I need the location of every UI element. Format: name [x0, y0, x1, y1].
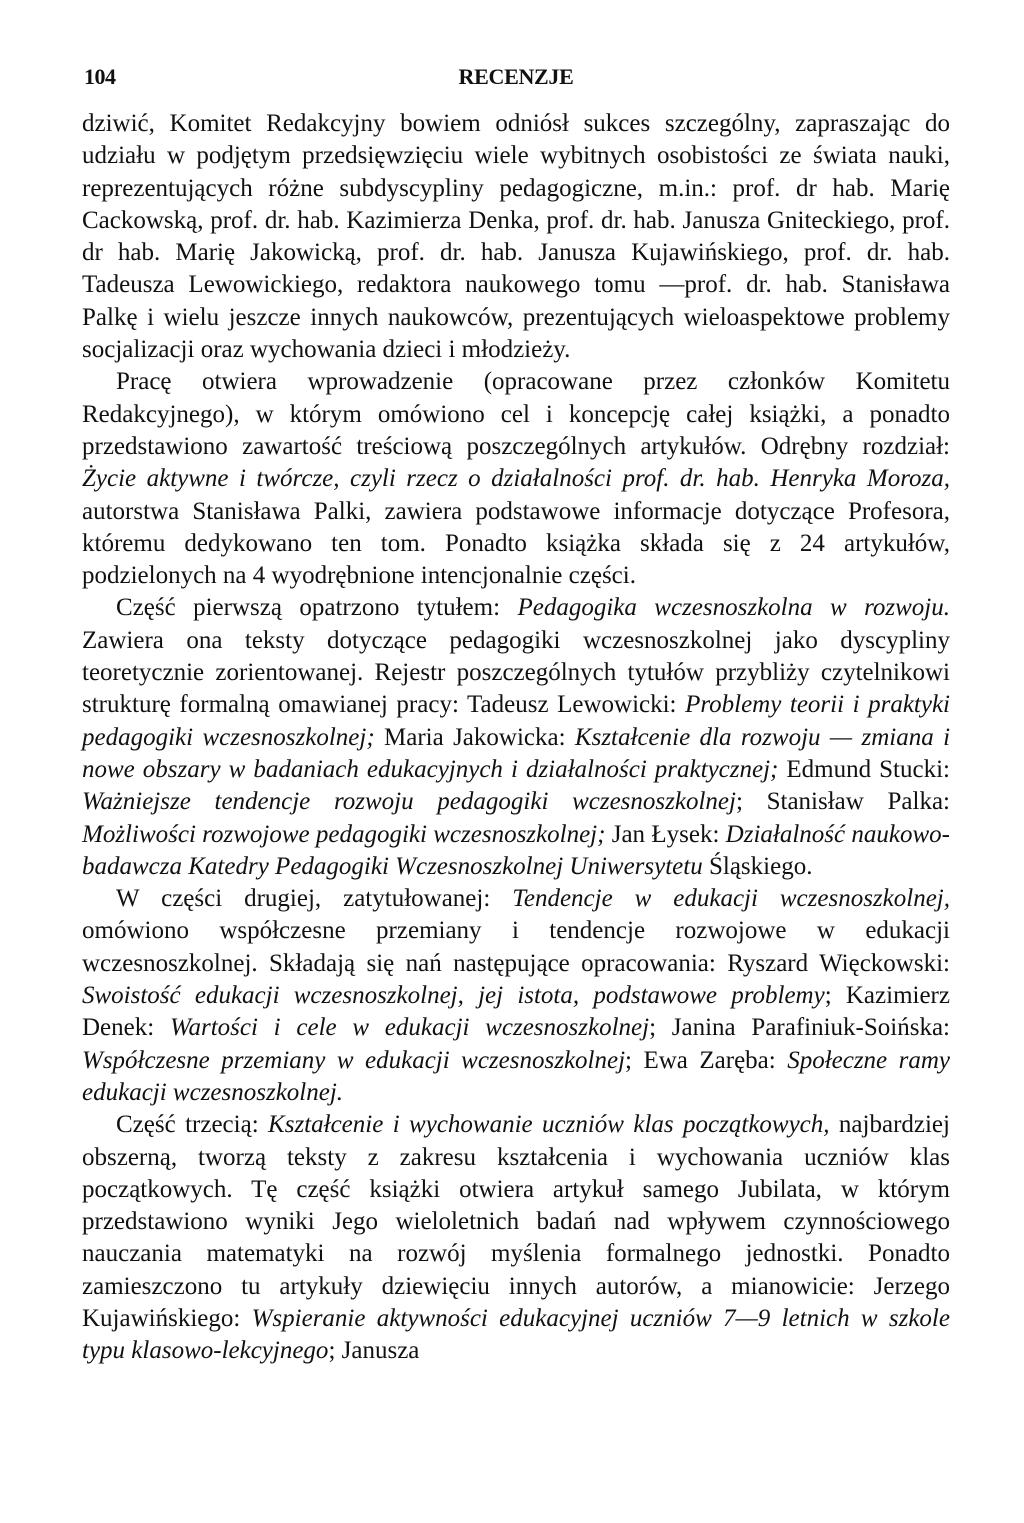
body-text-run: Edmund Stucki: [778, 755, 950, 783]
body-text-run: dziwić, Komitet Redakcyjny bowiem odniósł sukces szczególny, zapraszając do udziału w podjętym przedsięwzięciu wiele wybitnych osobistości ze świata nauki, reprezentujących różne subdyscypliny pedagogiczne, m.in.: prof. dr hab. Marię Cackowską, prof. dr. hab. Kazimierza Denka, prof. dr. hab. Janusza Gniteckiego, prof. dr hab. Marię Jakowicką, prof. dr. hab. Janusza Kujawińskiego, prof. dr. hab. Tadeusza Lewowickiego, redaktora naukowego tomu —prof. dr. hab. Stanisława Palkę i wielu jeszcze innych naukowców, prezentujących wieloaspektowe problemy socjalizacji oraz wychowania dzieci i młodzieży. [82, 110, 950, 364]
body-text-run: Śląskiego. [702, 852, 813, 880]
body-text-run: ; Ewa Zaręba: [625, 1046, 788, 1074]
italic-title-text: Problemy teorii i praktyki pedagogiki wczesnoszkolnej; [82, 691, 950, 751]
italic-title-text: Społeczne ramy edukacji wczesnoszkolnej. [82, 1046, 951, 1106]
italic-title-text: Kształcenie dla rozwoju — zmiana i nowe obszary w badaniach edukacyjnych i działalności praktycznej; [82, 723, 951, 783]
page-number: 104 [84, 64, 116, 89]
italic-title-text: Wspieranie aktywności edukacyjnej uczniów 7—9 letnich w szkole typu klasowo-lekcyjnego [82, 1304, 950, 1365]
body-text-run: ; Kazimierz Denek: [82, 982, 950, 1042]
body-text-run: omówiono współczesne przemiany i tendencje rozwojowe w edukacji wczesnoszkolnej. Składają się nań następujące opracowania: Ryszard Więckowski: [82, 917, 950, 977]
body-text-run: Część trzecią: [116, 1111, 269, 1139]
italic-title-text: Swoistość edukacji wczesnoszkolnej, jej istota, podstawowe problemy [82, 982, 825, 1010]
body-text-run: Pracę otwiera wprowadzenie (opracowane przez członków Komitetu Redakcyjnego), w którym omówiono cel i koncepcję całej książki, a ponadto przedstawiono zawartość treściową poszczególnych artykułów. Odrębny rozdział: [82, 368, 950, 460]
body-text-run: ; Janusza [328, 1337, 420, 1365]
running-head [82, 62, 950, 98]
italic-title-text: Wartości i cele w edukacji wczesnoszkolnej [169, 1014, 650, 1042]
body-text-run: autorstwa Stanisława Palki, zawiera podstawowe informacje dotyczące Profesora, któremu dedykowano ten tom. Ponadto książka składa się z 24 artykułów, podzielonych na 4 wyodrębnione intencjonalnie części. [82, 497, 950, 590]
paragraph [82, 883, 950, 1109]
body-text-run: W części drugiej, zatytułowanej: [116, 885, 513, 913]
body-text-run: najbardziej obszerną, tworzą teksty z zakresu kształcenia i wychowania uczniów klas początkowych. Tę część książki otwiera artykuł samego Jubilata, w którym przedstawiono wyniki Jego wieloletnich badań nad wpływem czynnościowego nauczania matematyki na rozwój myślenia formalnego jednostki. Ponadto zamieszczono tu artykuły dziewięciu innych autorów, a mianowicie: Jerzego Kujawińskiego: [82, 1111, 950, 1332]
italic-title-text: Działalność naukowo-badawcza Katedry Pedagogiki Wczesnoszkolnej Uniwersytetu [82, 820, 950, 880]
body-text-run: Część pierwszą opatrzono tytułem: [116, 594, 518, 622]
body-text-run: ; Janina Parafiniuk-Soińska: [649, 1014, 950, 1042]
paragraph [82, 592, 950, 883]
italic-title-text: Pedagogika wczesnoszkolna w rozwoju. [517, 594, 951, 622]
body-text-run: Maria Jakowicka: [374, 723, 575, 751]
italic-title-text: Życie aktywne i twórcze, czyli rzecz o działalności prof. dr. hab. Henryka Moroza, [82, 465, 950, 493]
document-page [82, 62, 950, 1368]
body-text-run: ; Stanisław Palka: [735, 788, 950, 816]
body-text [82, 108, 950, 1368]
section-title: RECENZJE [458, 64, 574, 89]
italic-title-text: Kształcenie i wychowanie uczniów klas początkowych, [268, 1111, 830, 1139]
paragraph [82, 1109, 950, 1367]
italic-title-text: Współczesne przemiany w edukacji wczesnoszkolnej [82, 1046, 626, 1074]
body-text-run: Zawiera ona teksty dotyczące pedagogiki wczesnoszkolnej jako dyscypliny teoretycznie zorientowanej. Rejestr poszczególnych tytułów przybliży czytelnikowi strukturę formalną omawianej pracy: Tadeusz Lewowicki: [82, 626, 950, 719]
body-text-run: Jan Łysek: [605, 820, 726, 848]
italic-title-text: Możliwości rozwojowe pedagogiki wczesnoszkolnej; [82, 820, 606, 848]
paragraph [82, 366, 950, 592]
italic-title-text: Tendencje w edukacji wczesnoszkolnej, [512, 885, 950, 913]
italic-title-text: Ważniejsze tendencje rozwoju pedagogiki wczesnoszkolnej [82, 788, 736, 816]
paragraph [82, 108, 950, 366]
